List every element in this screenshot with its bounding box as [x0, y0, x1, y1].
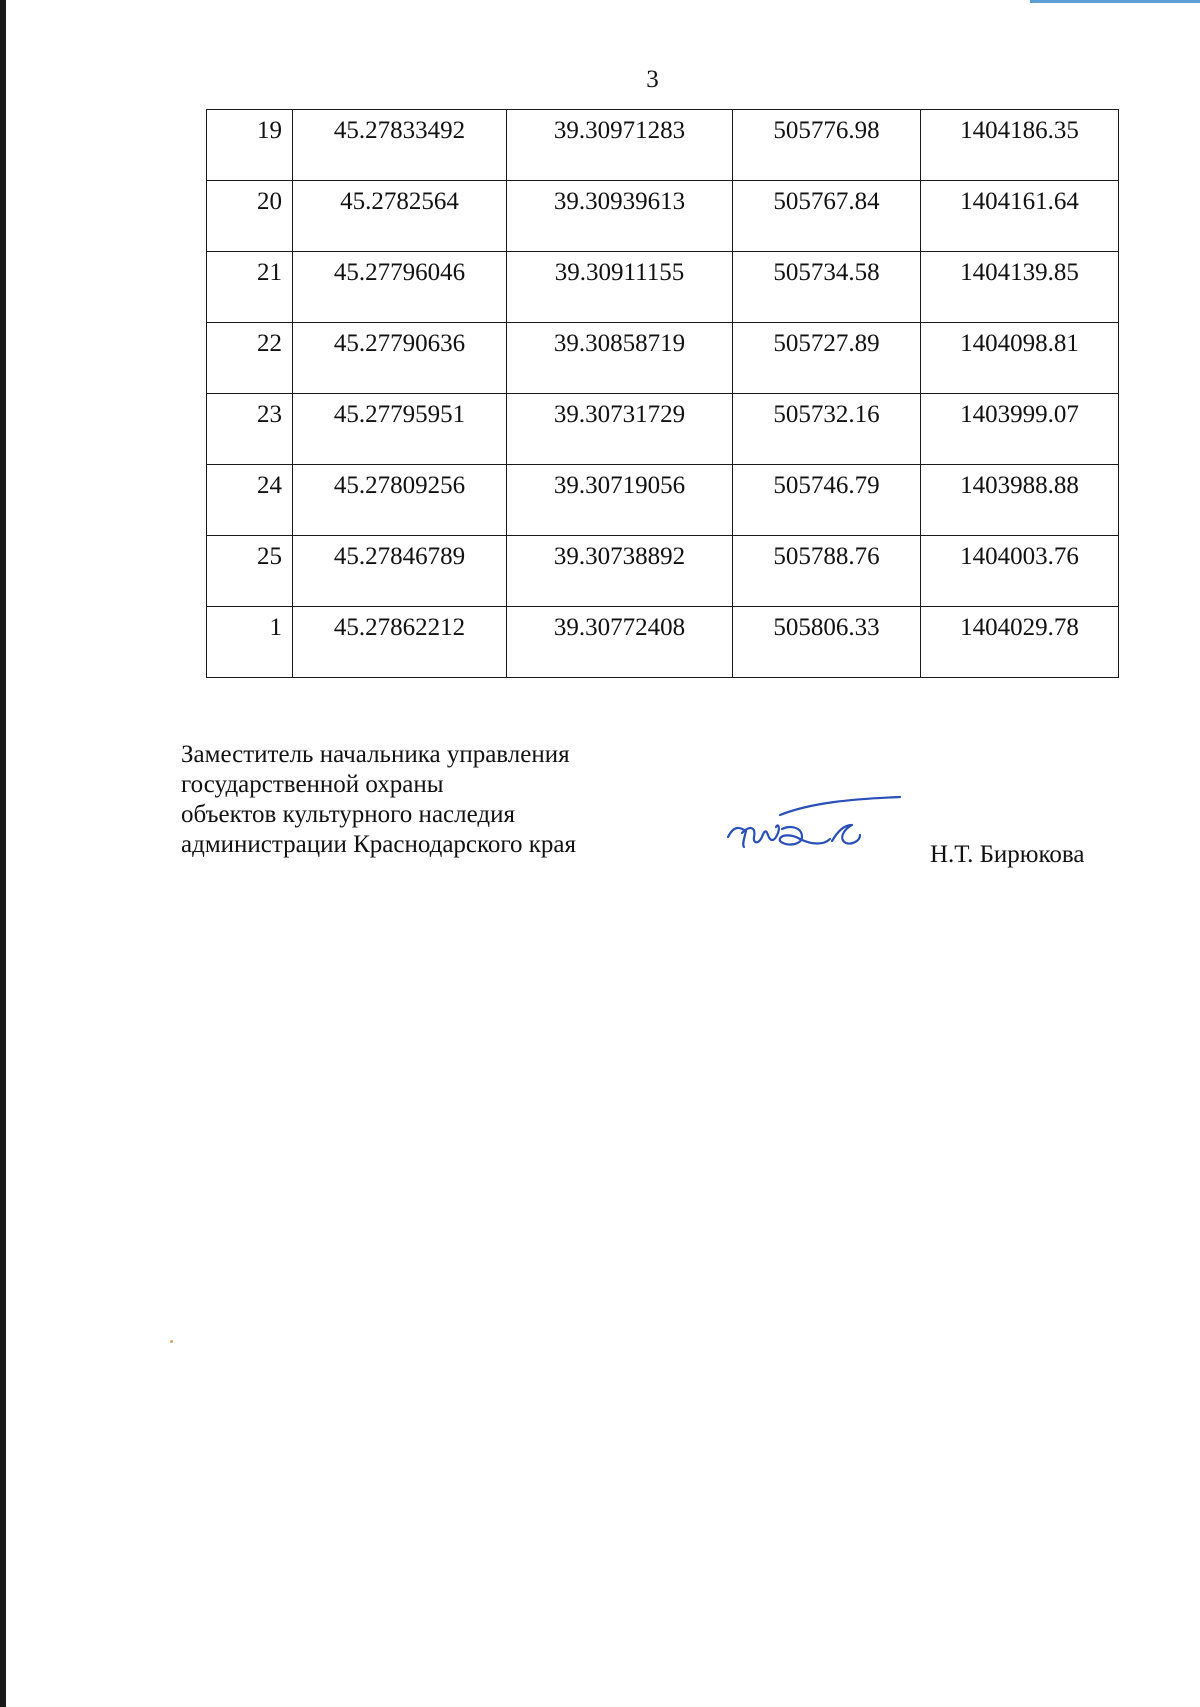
- x-coordinate-cell: 505776.98: [733, 110, 921, 181]
- latitude-cell: 45.27862212: [293, 607, 507, 678]
- longitude-cell: 39.30738892: [507, 536, 733, 607]
- table-row: [207, 465, 1119, 536]
- y-coordinate-cell: 1404029.78: [921, 607, 1119, 678]
- y-coordinate-cell: 1404098.81: [921, 323, 1119, 394]
- scan-top-line: [1030, 0, 1200, 3]
- x-coordinate-cell: 505734.58: [733, 252, 921, 323]
- x-coordinate-cell: 505788.76: [733, 536, 921, 607]
- table-row: [207, 323, 1119, 394]
- x-coordinate-cell: 505767.84: [733, 181, 921, 252]
- x-coordinate-cell: 505746.79: [733, 465, 921, 536]
- latitude-cell: 45.27809256: [293, 465, 507, 536]
- table-row: [207, 181, 1119, 252]
- signer-name: Н.Т. Бирюкова: [930, 841, 1085, 868]
- point-number: 19: [207, 110, 293, 181]
- latitude-cell: 45.27833492: [293, 110, 507, 181]
- latitude-cell: 45.27790636: [293, 323, 507, 394]
- signer-position-line: государственной охраны: [181, 771, 444, 798]
- longitude-cell: 39.30858719: [507, 323, 733, 394]
- x-coordinate-cell: 505732.16: [733, 394, 921, 465]
- point-number: 25: [207, 536, 293, 607]
- point-number: 21: [207, 252, 293, 323]
- signer-position: [181, 740, 576, 860]
- signer-position-line: объектов культурного наследия: [181, 801, 515, 828]
- longitude-cell: 39.30971283: [507, 110, 733, 181]
- table-row: [207, 394, 1119, 465]
- y-coordinate-cell: 1403999.07: [921, 394, 1119, 465]
- table-row: [207, 536, 1119, 607]
- x-coordinate-cell: 505806.33: [733, 607, 921, 678]
- coordinates-table: [206, 109, 1119, 678]
- table-row: [207, 607, 1119, 678]
- y-coordinate-cell: 1404139.85: [921, 252, 1119, 323]
- longitude-cell: 39.30772408: [507, 607, 733, 678]
- y-coordinate-cell: 1404161.64: [921, 181, 1119, 252]
- point-number: 1: [207, 607, 293, 678]
- handwritten-signature: [720, 785, 920, 865]
- scan-speck: [170, 1340, 173, 1343]
- y-coordinate-cell: 1404186.35: [921, 110, 1119, 181]
- y-coordinate-cell: 1403988.88: [921, 465, 1119, 536]
- longitude-cell: 39.30719056: [507, 465, 733, 536]
- point-number: 22: [207, 323, 293, 394]
- x-coordinate-cell: 505727.89: [733, 323, 921, 394]
- y-coordinate-cell: 1404003.76: [921, 536, 1119, 607]
- page-number: 3: [646, 66, 659, 93]
- latitude-cell: 45.27796046: [293, 252, 507, 323]
- signer-position-line: администрации Краснодарского края: [181, 831, 577, 858]
- longitude-cell: 39.30939613: [507, 181, 733, 252]
- point-number: 20: [207, 181, 293, 252]
- scan-edge: [0, 0, 6, 1707]
- table-row: [207, 110, 1119, 181]
- table-row: [207, 252, 1119, 323]
- latitude-cell: 45.2782564: [293, 181, 507, 252]
- latitude-cell: 45.27795951: [293, 394, 507, 465]
- signer-position-line: Заместитель начальника управления: [181, 741, 570, 768]
- longitude-cell: 39.30731729: [507, 394, 733, 465]
- point-number: 23: [207, 394, 293, 465]
- longitude-cell: 39.30911155: [507, 252, 733, 323]
- point-number: 24: [207, 465, 293, 536]
- latitude-cell: 45.27846789: [293, 536, 507, 607]
